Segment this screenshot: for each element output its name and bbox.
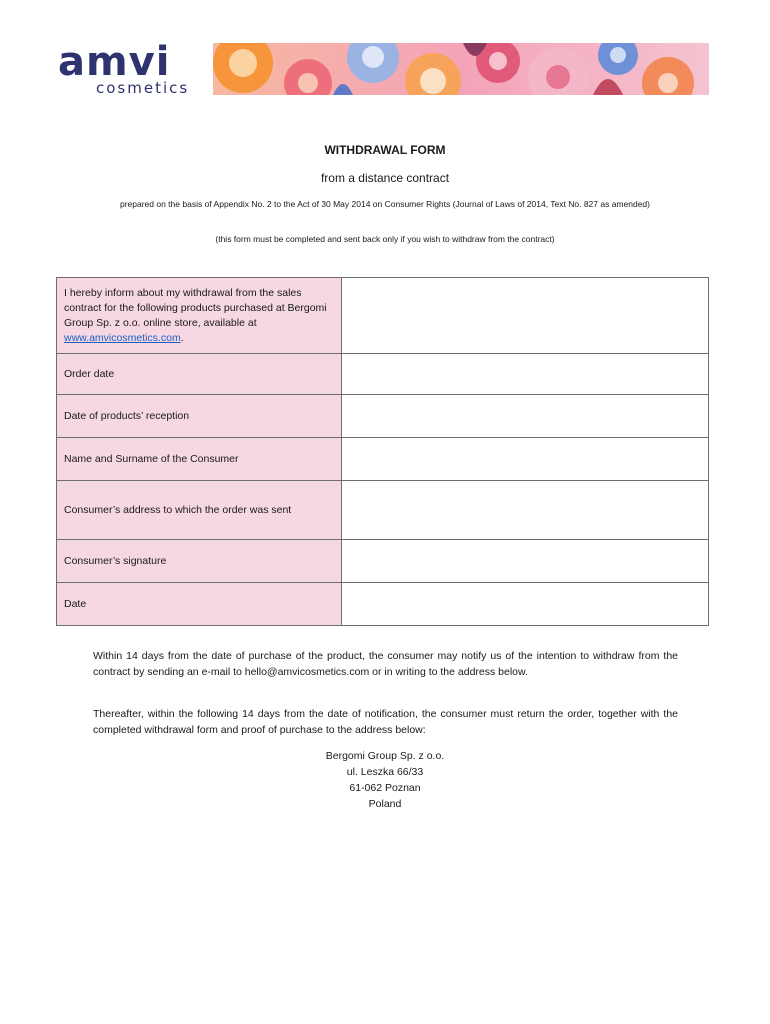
form-label-order-date: Order date xyxy=(57,354,342,395)
products-field[interactable] xyxy=(342,278,709,354)
order-date-field[interactable] xyxy=(342,354,709,395)
signature-field[interactable] xyxy=(342,540,709,583)
form-row-consumer-address xyxy=(57,481,709,540)
address-company: Bergomi Group Sp. z o.o. xyxy=(325,750,445,762)
form-label-reception-date: Date of products’ reception xyxy=(57,395,342,438)
withdrawal-form-table xyxy=(56,277,709,626)
brand-subtitle: cosmetics xyxy=(96,79,190,97)
form-row-products xyxy=(57,278,709,354)
floral-banner xyxy=(213,43,709,95)
form-label-products xyxy=(57,278,342,354)
form-label-date: Date xyxy=(57,583,342,626)
address-country: Poland xyxy=(368,798,402,810)
form-subtitle: from a distance contract xyxy=(320,171,450,185)
brand-name: amvi xyxy=(58,39,171,85)
floral-banner-art xyxy=(213,43,709,95)
return-address xyxy=(0,748,770,812)
form-title: WITHDRAWAL FORM xyxy=(324,143,446,157)
form-label-consumer-name: Name and Surname of the Consumer xyxy=(57,438,342,481)
form-label-signature: Consumer’s signature xyxy=(57,540,342,583)
form-note: (this form must be completed and sent back only if you wish to withdraw from the contract) xyxy=(215,234,555,244)
form-row-consumer-name xyxy=(57,438,709,481)
brand-logo xyxy=(58,40,198,100)
consumer-address-field[interactable] xyxy=(342,481,709,540)
form-row-reception-date xyxy=(57,395,709,438)
address-city: 61-062 Poznan xyxy=(349,782,421,794)
form-row-date xyxy=(57,583,709,626)
date-field[interactable] xyxy=(342,583,709,626)
consumer-name-field[interactable] xyxy=(342,438,709,481)
address-street: ul. Leszka 66/33 xyxy=(346,766,424,778)
reception-date-field[interactable] xyxy=(342,395,709,438)
form-label-consumer-address: Consumer’s address to which the order was sent xyxy=(57,481,342,540)
form-row-order-date xyxy=(57,354,709,395)
instructions-paragraph-1: Within 14 days from the date of purchase of the product, the consumer may notify us of the intention to withdraw from the contract by sending an e-mail to hello@amvicosmetics.com or in writing to the address below. xyxy=(93,650,678,678)
store-link[interactable]: www.amvicosmetics.com xyxy=(64,331,181,344)
form-row-signature xyxy=(57,540,709,583)
products-statement-end: . xyxy=(180,331,184,344)
products-statement: I hereby inform about my withdrawal from the sales contract for the following products purchased at Bergomi Group Sp. z o.o. online store, available at xyxy=(64,286,327,329)
instructions-paragraph-2: Thereafter, within the following 14 days from the date of notification, the consumer must return the order, together with the completed withdrawal form and proof of purchase to the address below: xyxy=(93,708,678,736)
legal-basis: prepared on the basis of Appendix No. 2 to the Act of 30 May 2014 on Consumer Rights (Journal of Laws of 2014, Text No. 827 as amended) xyxy=(119,199,650,209)
